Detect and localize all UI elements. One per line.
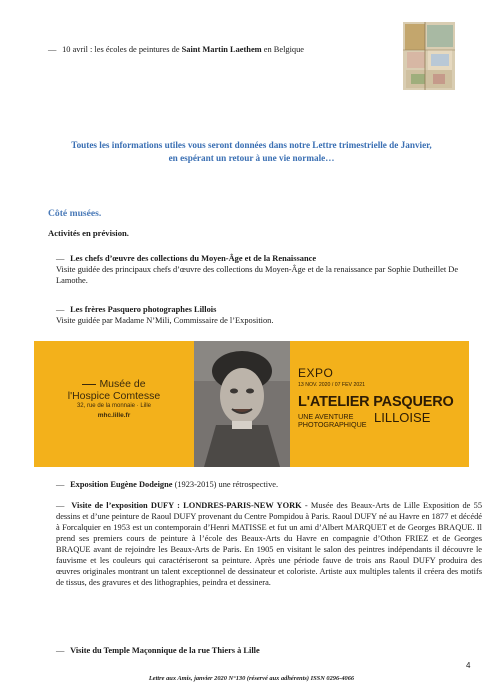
notice-line-2: en espérant un retour à une vie normale… — [168, 153, 335, 163]
dufy-separator: : — [173, 501, 184, 510]
expo-subtitle-line-1: UNE AVENTURE — [298, 412, 354, 421]
dodeigne-title: Exposition Eugène Dodeigne — [70, 480, 173, 489]
museum-name-line-1: Musée de — [99, 378, 146, 390]
notice-line-1: Toutes les informations utiles vous seront données dans notre Lettre trimestrielle de Janvier, — [71, 140, 432, 150]
museum-name-line-2: l'Hospice Comtesse — [67, 390, 161, 402]
activity-text: Visite guidée des principaux chefs d’œuvre des collections du Moyen-Âge et de la renaissance par Sophie Dutheillet De Lamothe. — [56, 265, 459, 285]
dodeigne-item — [56, 479, 476, 490]
activity-item — [56, 253, 476, 286]
page-number: 4 — [466, 661, 471, 670]
painting-thumbnail — [403, 22, 455, 90]
dash: — — [56, 646, 65, 655]
activity-title: Les chefs d’œuvre des collections du Moyen-Âge et de la Renaissance — [70, 254, 317, 263]
expo-title: L'ATELIER PASQUERO — [298, 394, 454, 410]
expo-label: EXPO — [298, 366, 334, 380]
top-line-bold: Saint Martin Laethem — [181, 45, 262, 54]
logo-rule — [82, 384, 96, 385]
dufy-title: Visite de l’exposition DUFY — [71, 501, 174, 510]
temple-title: Visite du Temple Maçonnique de la rue Thiers à Lille — [70, 646, 260, 655]
expo-subtitle — [298, 410, 464, 429]
pasquero-portrait-photo — [194, 341, 290, 467]
temple-item — [56, 645, 476, 656]
dodeigne-text: (1923-2015) une rétrospective. — [172, 480, 279, 489]
top-line-suffix: en Belgique — [261, 45, 305, 54]
dufy-subtitle: LONDRES-PARIS-NEW YORK — [183, 501, 302, 510]
dash: — — [48, 45, 57, 54]
top-line-prefix: 10 avril : les écoles de peintures de — [62, 45, 182, 54]
dash: — — [56, 501, 65, 510]
notice — [20, 139, 483, 165]
dash: — — [56, 480, 65, 489]
museum-logo — [54, 378, 174, 420]
dash: — — [56, 305, 65, 314]
expo-subtitle-lilloise: LILLOISE — [374, 410, 431, 425]
expo-subtitle-line-2: PHOTOGRAPHIQUE — [298, 420, 367, 429]
museum-address: 32, rue de la monnaie · Lille — [76, 403, 152, 409]
activity-item — [56, 304, 476, 326]
section-title: Côté musées. — [48, 208, 102, 219]
activity-title: Les frères Pasquero photographes Lillois — [70, 305, 217, 314]
dufy-item — [56, 500, 482, 588]
exhibition-banner — [34, 341, 469, 467]
dash: — — [56, 254, 65, 263]
banner-text — [298, 366, 464, 429]
dufy-text: - Musée des Beaux-Arts de Lille Exposition de 55 dessins et d’une peinture de Raoul DUFY provenant du Centre Pompidou à Paris. Raoul DUFY né au Havre en 1877 et décédé à Forcalquier en 1953 est un contemporain d’Henri MATISSE et fut un ami d’Albert MARQUET et de Georges BRAQUE. Il prend ses premiers cours de peinture à l’école des Beaux-Arts du Havre en compagnie d’Othon FRIEZ et de Georges BRAQUE avant de rejoindre les Beaux-Arts de Paris. En 1905 en visitant le salon des peintres indépendants il découvre le fauvisme et les couleurs qui caractériseront sa peinture. Après une période fauve de trois ans Raoul DUFY produira des œuvres originales montrant un talent exceptionnel de dessinateur et coloriste. Artiste aux multiples talents il créera des motifs de tissus, des gravures et des lithographies, peindra et dessinera. — [56, 501, 483, 587]
museum-url: mhc.lille.fr — [97, 412, 131, 419]
activity-text: Visite guidée par Madame N’Mili, Commissaire de l’Exposition. — [56, 316, 274, 325]
top-line — [48, 44, 378, 55]
expo-dates: 13 NOV. 2020 / 07 FEV 2021 — [298, 382, 366, 388]
subsection-title: Activités en prévision. — [48, 228, 129, 238]
footer: Lettre aux Amis, janvier 2020 N°130 (réservé aux adhérents) ISSN 0296-4066 — [148, 675, 355, 682]
